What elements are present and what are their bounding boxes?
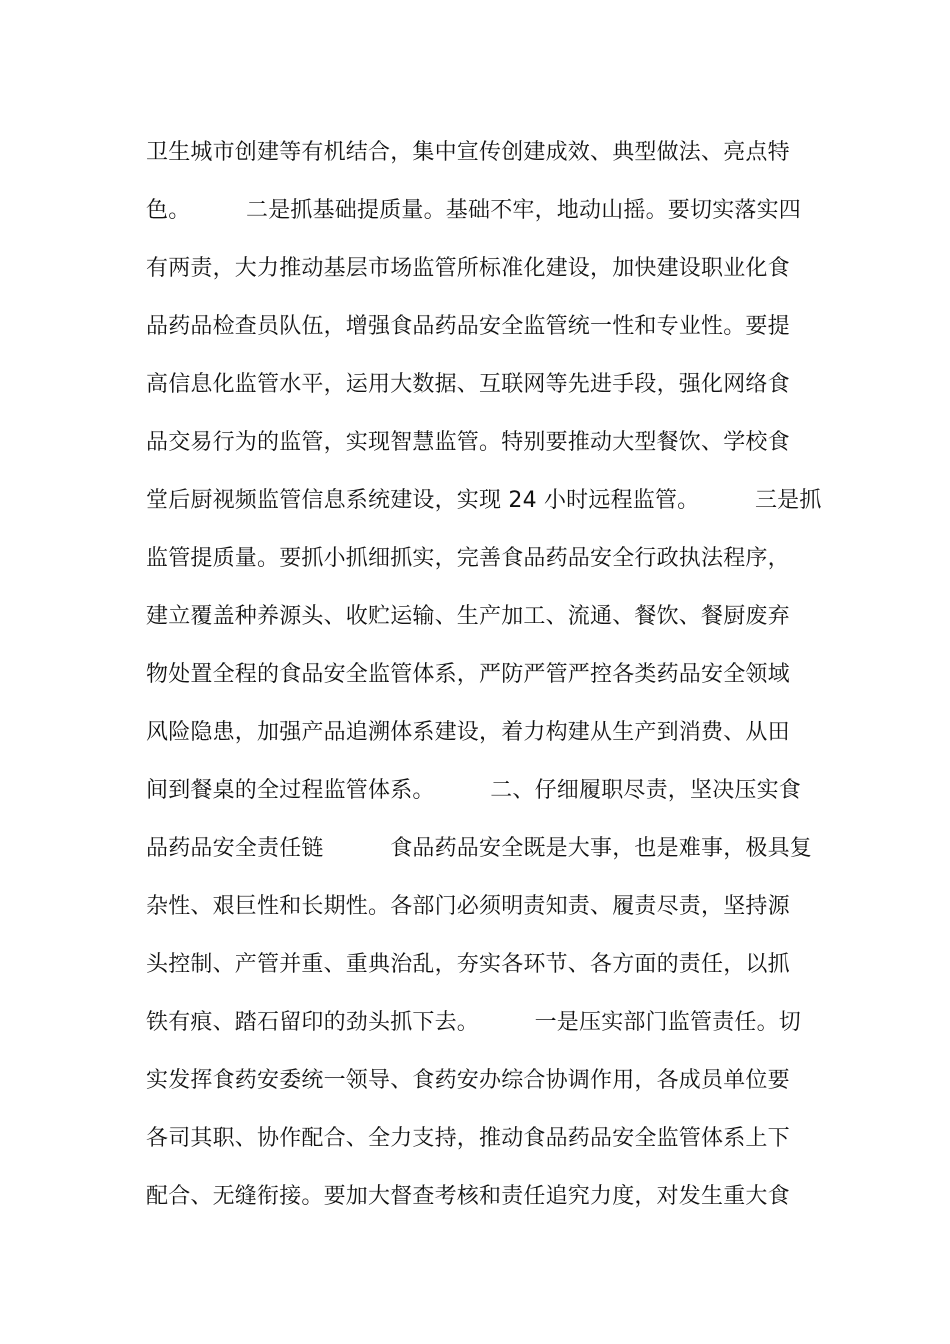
text-line: 风险隐患，加强产品追溯体系建设，着力构建从生产到消费、从田 — [146, 720, 790, 745]
text-line: 间到餐桌的全过程监管体系。 二、仔细履职尽责，坚决压实食 — [146, 778, 802, 803]
text-line: 卫生城市创建等有机结合，集中宣传创建成效、典型做法、亮点特 — [146, 140, 790, 165]
text-line: 各司其职、协作配合、全力支持，推动食品药品安全监管体系上下 — [146, 1126, 790, 1151]
text-line: 头控制、产管并重、重典治乱，夯实各环节、各方面的责任，以抓 — [146, 952, 790, 977]
text-line: 铁有痕、踏石留印的劲头抓下去。 一是压实部门监管责任。切 — [146, 1010, 802, 1035]
text-line: 监管提质量。要抓小抓细抓实，完善食品药品安全行政执法程序， — [146, 546, 790, 571]
text-line: 高信息化监管水平，运用大数据、互联网等先进手段，强化网络食 — [146, 372, 790, 397]
text-line: 物处置全程的食品安全监管体系，严防严管严控各类药品安全领域 — [146, 662, 790, 687]
text-line: 实发挥食药安委统一领导、食药安办综合协调作用，各成员单位要 — [146, 1068, 790, 1093]
text-line: 杂性、艰巨性和长期性。各部门必须明责知责、履责尽责，坚持源 — [146, 894, 790, 919]
body-text — [146, 124, 826, 1226]
text-line: 有两责，大力推动基层市场监管所标准化建设，加快建设职业化食 — [146, 256, 790, 281]
text-line: 品药品检查员队伍，增强食品药品安全监管统一性和专业性。要提 — [146, 314, 790, 339]
text-line: 品交易行为的监管，实现智慧监管。特别要推动大型餐饮、学校食 — [146, 430, 790, 455]
text-line: 配合、无缝衔接。要加大督查考核和责任追究力度，对发生重大食 — [146, 1184, 790, 1209]
text-line: 色。 二是抓基础提质量。基础不牢，地动山摇。要切实落实四 — [146, 198, 802, 223]
text-line: 品药品安全责任链 食品药品安全既是大事，也是难事，极具复 — [146, 836, 813, 861]
text-line: 堂后厨视频监管信息系统建设，实现 24 小时远程监管。 三是抓 — [146, 488, 822, 513]
text-line: 建立覆盖种养源头、收贮运输、生产加工、流通、餐饮、餐厨废弃 — [146, 604, 790, 629]
